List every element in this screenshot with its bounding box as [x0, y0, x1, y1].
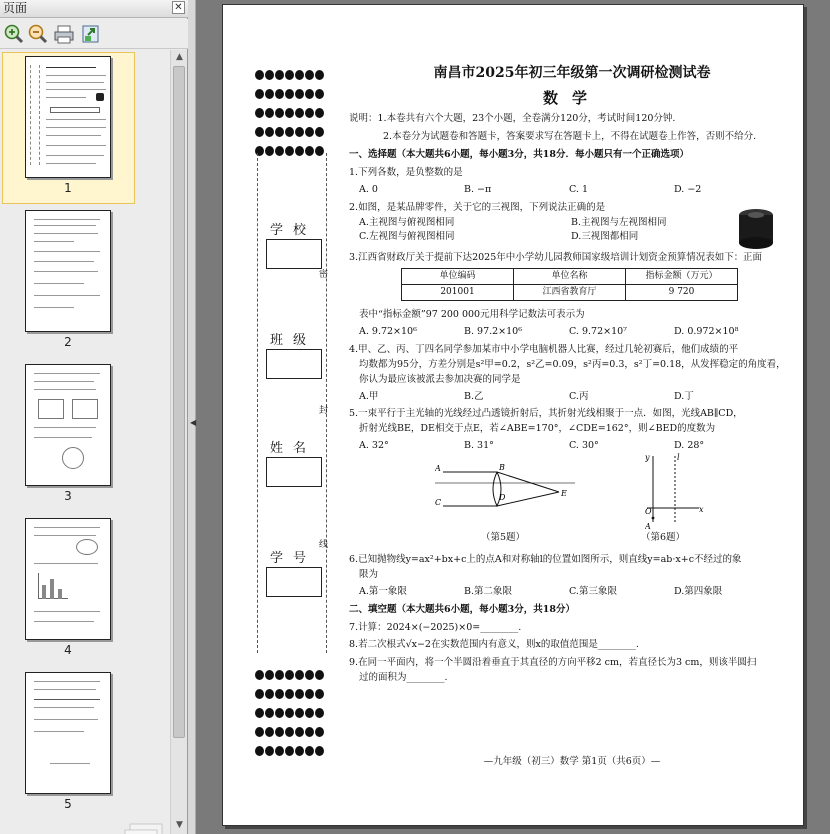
zoom-in-icon[interactable]	[3, 23, 25, 45]
option: B.主视图与左视图相同	[571, 216, 667, 228]
thumbnail-page-preview	[25, 518, 111, 640]
option: C.第三象限	[569, 585, 617, 597]
thumbnail-page-2[interactable]	[0, 204, 170, 354]
question-9-line-1: 9.在同一平面内，将一个半圆沿着垂直于其直径的方向平移2 cm，若直径长为3 cm，则该半圆扫	[349, 657, 757, 669]
name-label: 姓名	[269, 441, 316, 456]
lens-diagram	[435, 458, 575, 528]
table-header: 单位名称	[514, 269, 626, 285]
option: A. 0	[359, 183, 378, 195]
seal-mark-mi: 密	[319, 270, 329, 280]
table-header: 指标金额（万元）	[626, 269, 738, 285]
question-5-line-2: 折射光线BE，DE相交于点E，若∠ABE=170°，∠CDE=162°，则∠BED的度数为	[359, 423, 716, 435]
pane-title	[0, 0, 188, 18]
fig-label: l	[677, 453, 680, 462]
pane-toolbar	[0, 19, 188, 49]
table-cell: 9 720	[626, 285, 738, 301]
option: B. 97.2×10⁶	[464, 326, 523, 337]
scrollbar-thumb[interactable]	[173, 66, 185, 738]
document-page	[222, 4, 804, 826]
question-6-line-2: 限为	[359, 568, 379, 580]
fig-label: A	[435, 464, 441, 473]
thumbnail-scrollbar[interactable]	[170, 50, 187, 834]
thumbnail-page-5[interactable]	[0, 666, 170, 816]
fig-label: y	[645, 453, 650, 462]
seal-mark-feng: 封	[319, 406, 329, 416]
exam-content	[349, 65, 795, 684]
question-4-line-3: 你认为最应该被派去参加决赛的同学是	[359, 373, 521, 385]
thumbnail-list	[0, 50, 170, 834]
option: D. −2	[674, 183, 702, 195]
question-7: 7.计算：2024×(−2025)×0=________.	[349, 621, 522, 633]
question-6-line-1: 6.已知抛物线y=ax²+bx+c上的点A和对称轴l的位置如图所示，则直线y=ab·x+c不经过的象	[349, 554, 742, 565]
question-5-options	[349, 440, 795, 452]
table-cell: 201001	[402, 285, 514, 301]
bottom-dot-block	[255, 665, 335, 760]
top-dot-block	[255, 65, 335, 160]
option: C. 1	[569, 183, 589, 195]
budget-table	[401, 268, 738, 301]
option: B. −π	[464, 183, 492, 195]
scroll-up-icon[interactable]: ▲	[176, 52, 183, 62]
thumbnail-page-4[interactable]	[0, 512, 170, 662]
option: C. 30°	[569, 440, 599, 452]
question-4-line-1: 4.甲、乙、丙、丁四名同学参加某市中小学电脑机器人比赛，经过几轮初赛后，他们成绩的平	[349, 343, 739, 355]
export-icon[interactable]	[80, 23, 102, 45]
section-1-heading: 一、选择题（本大题共6小题，每小题3分，共18分．每小题只有一个正确选项）	[349, 149, 689, 160]
collapse-arrow-icon[interactable]: ◀	[190, 418, 197, 427]
question-1: 1.下列各数，是负整数的是	[349, 166, 463, 178]
thumbnail-label: 5	[64, 797, 72, 811]
question-2-options	[349, 217, 795, 247]
fig-label: C	[435, 498, 442, 507]
zoom-out-icon[interactable]	[27, 23, 49, 45]
fig-label: x	[699, 505, 704, 514]
option: A.甲	[359, 390, 379, 402]
fig-label: A	[645, 522, 651, 531]
option: B.第二象限	[464, 585, 513, 597]
school-label: 学校	[269, 223, 316, 238]
thumbnail-page-3[interactable]	[0, 358, 170, 508]
close-icon[interactable]: ✕	[172, 1, 185, 14]
fig-label: B	[499, 463, 505, 472]
thumbnail-page-preview	[25, 56, 111, 178]
option: D. 28°	[674, 440, 705, 452]
option: A.第一象限	[359, 585, 407, 597]
front-view-label: 正面	[743, 252, 763, 263]
option: D.丁	[674, 390, 694, 402]
note-1: 说明：1.本卷共有六个大题，23个小题，全卷满分120分，考试时间120分钟.	[349, 113, 676, 125]
thumbnail-label: 1	[64, 181, 72, 195]
option: C. 9.72×10⁷	[569, 326, 627, 337]
number-label: 学号	[269, 551, 316, 566]
question-6-options	[349, 586, 795, 598]
question-4-options	[349, 391, 795, 403]
figure-6-caption: （第6题）	[641, 532, 686, 543]
thumbnail-page-preview	[25, 364, 111, 486]
note-2: 2.本卷分为试题卷和答题卡，答案要求写在答题卡上，不得在试题卷上作答，否则不给分.	[383, 131, 757, 143]
question-3-options	[349, 326, 795, 338]
question-1-options	[349, 184, 795, 196]
parabola-axis-diagram	[645, 452, 705, 532]
option: B. 31°	[464, 440, 494, 452]
option: D.第四象限	[674, 585, 723, 597]
thumbnail-page-preview	[25, 672, 111, 794]
question-3-stem: 表中“指标金额”97 200 000元用科学记数法可表示为	[359, 309, 585, 321]
question-9-line-2: 过的面积为________.	[359, 672, 448, 684]
option: D. 0.972×10⁸	[674, 326, 739, 337]
print-icon[interactable]	[53, 23, 75, 45]
thumbnail-pane	[0, 0, 188, 834]
question-5-line-1: 5.一束平行于主光轴的光线经过凸透镜折射后，其折射光线相聚于一点．如图，光线AB∥CD，	[349, 408, 743, 420]
option: A. 32°	[359, 440, 389, 452]
thumbnail-label: 2	[64, 335, 72, 349]
page-stack-icon	[116, 820, 170, 834]
thumbnail-label: 3	[64, 489, 72, 503]
question-8: 8.若二次根式√x−2在实数范围内有意义，则x的取值范围是________.	[349, 639, 639, 651]
option: A.主视图与俯视图相同	[359, 216, 455, 228]
school-box	[266, 239, 322, 269]
fig-label: O	[645, 507, 652, 516]
figure-5-caption: （第5题）	[481, 532, 526, 543]
thumbnail-page-preview	[25, 210, 111, 332]
class-box	[266, 349, 322, 379]
thumbnail-page-1[interactable]	[0, 50, 170, 200]
name-box	[266, 457, 322, 487]
option: A. 9.72×10⁶	[359, 326, 417, 337]
option: C.左视图与俯视图相同	[359, 231, 455, 243]
fig-label: E	[561, 489, 567, 498]
exam-title: 南昌市2025年初三年级第一次调研检测试卷	[433, 65, 711, 81]
table-header: 单位编码	[402, 269, 514, 285]
question-2: 2.如图，是某品牌零件，关于它的三视图，下列说法正确的是	[349, 201, 606, 213]
scroll-down-icon[interactable]: ▼	[176, 820, 183, 830]
option: B.乙	[464, 390, 484, 402]
option: C.丙	[569, 390, 589, 402]
exam-subject: 数学	[542, 88, 601, 107]
page-footer: —九年级（初三）数学 第1页（共6页）—	[483, 756, 661, 767]
fig-label: D	[499, 493, 506, 502]
seal-mark-xian: 线	[319, 540, 329, 550]
question-4-line-2: 均数都为95分，方差分别是s²甲=0.2，s²乙=0.09，s²丙=0.3，s²丁=0.18，从发挥稳定的角度看，	[359, 358, 786, 370]
pane-title-text: 页面	[3, 1, 28, 15]
section-2-heading: 二、填空题（本大题共6小题，每小题3分，共18分）	[349, 603, 575, 615]
binding-strip	[257, 153, 327, 653]
question-3: 3.江西省财政厅关于提前下达2025年中小学幼儿园教师国家级培训计划资金预算情况表如下：	[349, 252, 744, 264]
option: D.三视图都相同	[571, 231, 639, 243]
class-label: 班级	[269, 333, 316, 348]
figures-row	[349, 452, 795, 548]
number-box	[266, 567, 322, 597]
thumbnail-label: 4	[64, 643, 72, 657]
pane-splitter[interactable]	[188, 0, 196, 834]
table-cell: 江西省教育厅	[514, 285, 626, 301]
